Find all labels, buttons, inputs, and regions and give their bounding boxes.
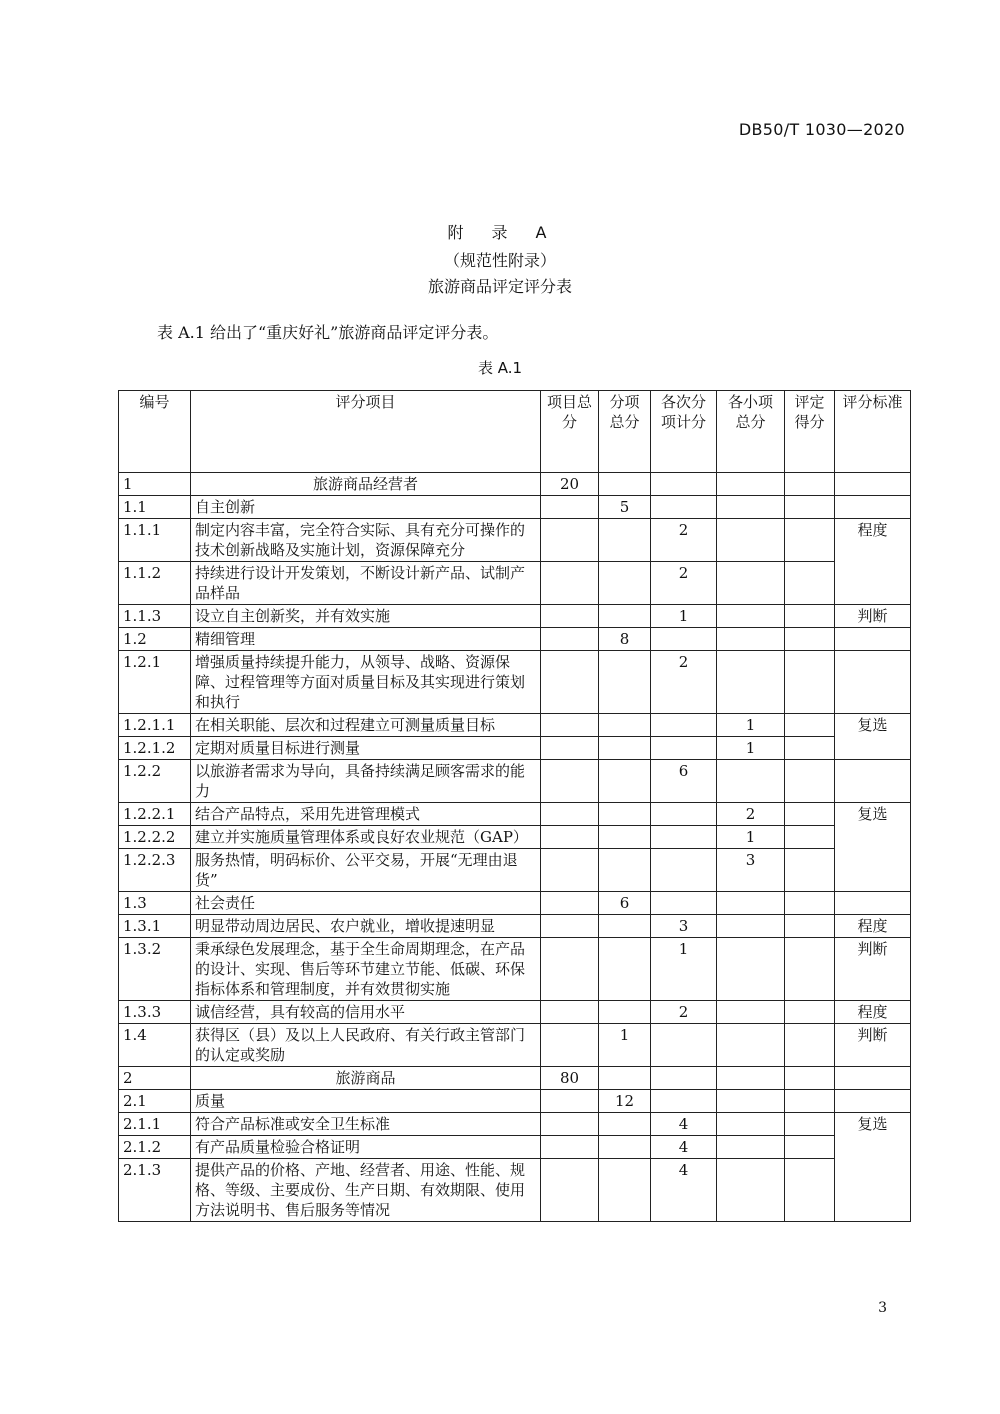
header-each-sub: 各次分项计分 [651, 391, 717, 473]
score-cell[interactable] [785, 605, 835, 628]
score-cell[interactable] [785, 1024, 835, 1067]
score-cell[interactable] [785, 562, 835, 605]
score-cell[interactable] [785, 760, 835, 803]
scoring-table [118, 390, 911, 1222]
table-row: 1.1.2 持续进行设计开发策划，不断设计新产品、试制产品样品 2 [119, 562, 911, 605]
table-row: 1.2.2 以旅游者需求为导向，具备持续满足顾客需求的能力 6 [119, 760, 911, 803]
score-cell[interactable] [785, 1159, 835, 1222]
standard-cell: 程度 [835, 1001, 911, 1024]
header-score: 评定得分 [785, 391, 835, 473]
header-sub-total: 分项总分 [599, 391, 651, 473]
header-total: 项目总分 [541, 391, 599, 473]
table-row: 2 旅游商品 80 [119, 1067, 911, 1090]
score-cell[interactable] [785, 826, 835, 849]
score-cell[interactable] [785, 737, 835, 760]
table-row: 1.3.1 明显带动周边居民、农户就业，增收提速明显 3 程度 [119, 915, 911, 938]
table-row: 1.2 精细管理 8 [119, 628, 911, 651]
score-cell[interactable] [785, 892, 835, 915]
table-row: 1.1.1 制定内容丰富，完全符合实际、具有充分可操作的技术创新战略及实施计划，资源保障充分 2 程度 [119, 519, 911, 562]
table-row: 1.3.3 诚信经营，具有较高的信用水平 2 程度 [119, 1001, 911, 1024]
score-cell[interactable] [785, 496, 835, 519]
standard-cell: 复选 [835, 803, 911, 892]
table-row: 1.1 自主创新 5 [119, 496, 911, 519]
table-row: 1.2.1.1 在相关职能、层次和过程建立可测量质量目标 1 复选 [119, 714, 911, 737]
table-header-row [119, 391, 911, 473]
standard-cell: 判断 [835, 1024, 911, 1067]
standard-cell: 程度 [835, 519, 911, 605]
score-cell[interactable] [785, 473, 835, 496]
score-cell[interactable] [785, 651, 835, 714]
score-cell[interactable] [785, 1067, 835, 1090]
standard-cell: 程度 [835, 915, 911, 938]
table-row: 1.3 社会责任 6 [119, 892, 911, 915]
table-row: 1.2.2.2 建立并实施质量管理体系或良好农业规范（GAP） 1 [119, 826, 911, 849]
table-row: 1.2.1.2 定期对质量目标进行测量 1 [119, 737, 911, 760]
page-number: 3 [878, 1300, 887, 1316]
score-cell[interactable] [785, 1136, 835, 1159]
normative-label: （规范性附录） [443, 251, 556, 270]
table-row: 2.1.3 提供产品的价格、产地、经营者、用途、性能、规格、等级、主要成份、生产日期、有效期限、使用方法说明书、售后服务等情况 4 [119, 1159, 911, 1222]
table-row: 1.4 获得区（县）及以上人民政府、有关行政主管部门的认定或奖励 1 判断 [119, 1024, 911, 1067]
appendix-title: 附 录 A [447, 223, 553, 242]
standard-cell: 判断 [835, 938, 911, 1001]
table-row: 1.3.2 秉承绿色发展理念，基于全生命周期理念，在产品的设计、实现、售后等环节建立节能、低碳、环保指标体系和管理制度，并有效贯彻实施 1 判断 [119, 938, 911, 1001]
score-cell[interactable] [785, 938, 835, 1001]
table-row: 2.1.1 符合产品标准或安全卫生标准 4 复选 [119, 1113, 911, 1136]
table-caption: 表 A.1 [477, 359, 523, 377]
score-cell[interactable] [785, 1113, 835, 1136]
standard-cell: 判断 [835, 605, 911, 628]
score-cell[interactable] [785, 628, 835, 651]
document-code: DB50/T 1030—2020 [738, 120, 905, 139]
score-cell[interactable] [785, 1001, 835, 1024]
table-row: 1 旅游商品经营者 20 [119, 473, 911, 496]
table-row: 2.1.2 有产品质量检验合格证明 4 [119, 1136, 911, 1159]
table-row: 1.2.2.3 服务热情，明码标价、公平交易，开展“无理由退货” 3 [119, 849, 911, 892]
score-cell[interactable] [785, 1090, 835, 1113]
header-no: 编号 [119, 391, 191, 473]
score-cell[interactable] [785, 519, 835, 562]
score-cell[interactable] [785, 714, 835, 737]
intro-text: 表 A.1 给出了“重庆好礼”旅游商品评定评分表。 [157, 323, 499, 342]
score-cell[interactable] [785, 915, 835, 938]
table-row: 1.2.1 增强质量持续提升能力，从领导、战略、资源保障、过程管理等方面对质量目标及其实现进行策划和执行 2 [119, 651, 911, 714]
table-row: 1.2.2.1 结合产品特点，采用先进管理模式 2 复选 [119, 803, 911, 826]
header-each-small: 各小项总分 [717, 391, 785, 473]
score-cell[interactable] [785, 803, 835, 826]
table-row: 1.1.3 设立自主创新奖，并有效实施 1 判断 [119, 605, 911, 628]
standard-cell: 复选 [835, 1113, 911, 1222]
table-name: 旅游商品评定评分表 [427, 277, 572, 296]
score-cell[interactable] [785, 849, 835, 892]
standard-cell: 复选 [835, 714, 911, 760]
header-item: 评分项目 [191, 391, 541, 473]
header-standard: 评分标准 [835, 391, 911, 473]
table-row: 2.1 质量 12 [119, 1090, 911, 1113]
